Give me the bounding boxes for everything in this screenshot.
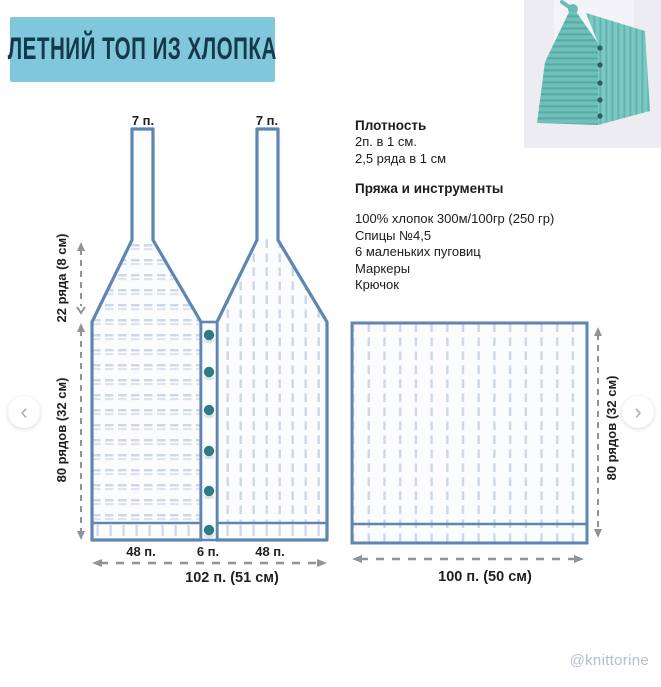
material-item: Маркеры <box>355 260 411 276</box>
top-rows-label: 22 ряда (8 см) <box>54 233 69 323</box>
right-strap-label: 7 п. <box>255 113 279 128</box>
left-strap-fill <box>133 130 152 238</box>
right-hem-band <box>219 525 326 539</box>
back-total-width-label: 100 п. (50 см) <box>438 569 532 585</box>
front-width-right: 48 п. <box>255 544 285 559</box>
materials-heading: Пряжа и инструменты <box>355 181 504 196</box>
carousel-prev-button[interactable] <box>8 396 40 428</box>
back-panel <box>352 323 587 543</box>
front-total-width-label: 102 п. (51 см) <box>185 570 279 586</box>
gauge-line: 2п. в 1 см. <box>355 134 417 149</box>
carousel-next-button[interactable] <box>622 396 654 428</box>
front-piece-diagram <box>50 105 350 597</box>
back-rows-arrow <box>594 327 602 538</box>
right-strap-fill <box>258 130 277 238</box>
material-item: 100% хлопок 300м/100гр (250 гр) <box>355 211 555 226</box>
page-title: ЛЕТНИЙ ТОП ИЗ ХЛОПКА <box>7 31 278 66</box>
material-item: Крючок <box>355 277 399 292</box>
front-width-arrow <box>92 559 327 567</box>
back-width-arrow <box>352 555 584 563</box>
front-width-left: 48 п. <box>126 544 156 559</box>
material-item: 6 маленьких пуговиц <box>355 244 481 259</box>
info-block <box>355 118 605 294</box>
material-item: Спицы №4,5 <box>355 227 432 243</box>
chevron-right-icon: › <box>634 399 642 424</box>
chevron-left-icon: ‹ <box>20 399 28 424</box>
gauge-heading: Плотность <box>355 118 427 133</box>
watermark-handle: @knittorine <box>569 652 649 669</box>
left-strap-label: 7 п. <box>131 113 155 128</box>
gauge-line: 2,5 ряда в 1 см <box>355 150 447 166</box>
left-hem-band <box>94 525 200 539</box>
back-piece-diagram <box>340 305 640 595</box>
front-rows-arrow <box>77 323 85 540</box>
front-width-center: 6 п. <box>196 544 220 559</box>
back-rows-label: 80 рядов (32 см) <box>604 375 619 481</box>
title-banner <box>7 17 278 82</box>
button-placket <box>201 322 217 540</box>
top-rows-arrow <box>77 242 85 313</box>
front-rows-label: 80 рядов (32 см) <box>54 377 69 483</box>
